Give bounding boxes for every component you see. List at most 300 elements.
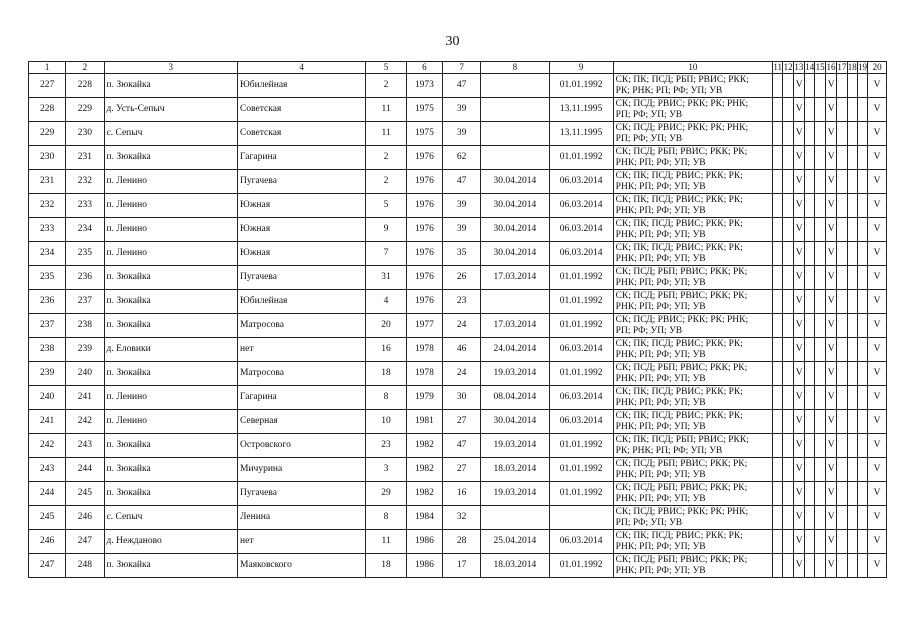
mark-cell-col-11	[773, 338, 783, 362]
mark-cell-col-17	[837, 170, 847, 194]
mark-cell-col-14	[805, 218, 815, 242]
codes-line-2: РНК; РП; РФ; УП; УВ	[615, 493, 706, 504]
table-row	[29, 458, 887, 482]
date-registration-cell: 06.03.2014	[549, 242, 613, 266]
object-number-cell: 242	[66, 410, 104, 434]
mark-cell-col-14	[805, 458, 815, 482]
date-inspection-cell	[481, 290, 549, 314]
date-registration-cell: 01.01.1992	[549, 266, 613, 290]
mark-cell-col-12	[783, 338, 793, 362]
object-number-cell: 235	[66, 242, 104, 266]
settlement-cell: п. Зюкайка	[104, 314, 238, 338]
mark-cell-col-14	[805, 506, 815, 530]
codes-line-1: СК; ПСД; РБП; РВИС; РКК; РК;	[615, 146, 748, 157]
codes-line-2: РНК; РП; РФ; УП; УВ	[615, 181, 706, 192]
codes-line-1: СК; ПСД; РБП; РВИС; РКК; РК;	[615, 266, 748, 277]
wear-percent-cell: 26	[442, 266, 480, 290]
mark-cell-col-13: V	[793, 458, 804, 482]
mark-cell-col-17	[837, 218, 847, 242]
date-registration-cell: 01.01.1992	[549, 482, 613, 506]
mark-cell-col-16: V	[825, 554, 836, 578]
table-row	[29, 482, 887, 506]
table-row	[29, 122, 887, 146]
mark-cell-col-11	[773, 74, 783, 98]
year-built-cell: 1978	[406, 362, 442, 386]
mark-cell-col-16: V	[825, 218, 836, 242]
date-inspection-cell: 19.03.2014	[481, 362, 549, 386]
mark-cell-col-17	[837, 338, 847, 362]
mark-cell-col-17	[837, 554, 847, 578]
year-built-cell: 1977	[406, 314, 442, 338]
settlement-cell: п. Зюкайка	[104, 362, 238, 386]
house-number-cell: 2	[366, 146, 406, 170]
codes-line-1: СК; ПК; ПСД; РВИС; РКК; РК;	[615, 218, 743, 229]
codes-line-2: РП; РФ; УП; УВ	[615, 325, 683, 336]
table-body	[29, 74, 887, 578]
date-registration-cell: 06.03.2014	[549, 194, 613, 218]
mark-cell-col-13: V	[793, 506, 804, 530]
table-row	[29, 194, 887, 218]
date-registration-cell: 01.01.1992	[549, 554, 613, 578]
mark-cell-col-12	[783, 98, 793, 122]
mark-cell-col-17	[837, 386, 847, 410]
mark-cell-col-13: V	[793, 482, 804, 506]
date-inspection-cell	[481, 146, 549, 170]
codes-line-1: СК; ПК; ПСД; РВИС; РКК; РК;	[615, 194, 743, 205]
mark-cell-col-16: V	[825, 74, 836, 98]
mark-cell-col-20: V	[868, 194, 887, 218]
row-number-cell: 229	[29, 122, 66, 146]
year-built-cell: 1978	[406, 338, 442, 362]
mark-cell-col-20: V	[868, 386, 887, 410]
codes-cell	[613, 122, 772, 146]
mark-cell-col-17	[837, 482, 847, 506]
codes-line-1: СК; ПСД; РБП; РВИС; РКК; РК;	[615, 458, 748, 469]
mark-cell-col-20: V	[868, 410, 887, 434]
row-number-cell: 245	[29, 506, 66, 530]
mark-cell-col-14	[805, 338, 815, 362]
object-number-cell: 243	[66, 434, 104, 458]
year-built-cell: 1976	[406, 146, 442, 170]
mark-cell-col-12	[783, 458, 793, 482]
object-number-cell: 246	[66, 506, 104, 530]
mark-cell-col-12	[783, 362, 793, 386]
house-number-cell: 8	[366, 506, 406, 530]
house-number-cell: 29	[366, 482, 406, 506]
mark-cell-col-12	[783, 170, 793, 194]
mark-cell-col-17	[837, 434, 847, 458]
mark-cell-col-15	[815, 482, 825, 506]
date-registration-cell: 01.01.1992	[549, 146, 613, 170]
mark-cell-col-20: V	[868, 98, 887, 122]
row-number-cell: 231	[29, 170, 66, 194]
mark-cell-col-18	[847, 122, 857, 146]
mark-cell-col-14	[805, 482, 815, 506]
codes-line-2: РНК; РП; РФ; УП; УВ	[615, 421, 706, 432]
mark-cell-col-18	[847, 386, 857, 410]
table-row	[29, 242, 887, 266]
mark-cell-col-15	[815, 434, 825, 458]
date-registration-cell: 06.03.2014	[549, 530, 613, 554]
mark-cell-col-17	[837, 146, 847, 170]
year-built-cell: 1986	[406, 530, 442, 554]
mark-cell-col-15	[815, 218, 825, 242]
row-number-cell: 236	[29, 290, 66, 314]
street-cell: Островского	[238, 434, 366, 458]
object-number-cell: 237	[66, 290, 104, 314]
codes-line-2: РНК; РП; РФ; УП; УВ	[615, 229, 706, 240]
settlement-cell: п. Зюкайка	[104, 266, 238, 290]
date-inspection-cell: 30.04.2014	[481, 170, 549, 194]
mark-cell-col-20: V	[868, 530, 887, 554]
date-inspection-cell: 30.04.2014	[481, 194, 549, 218]
mark-cell-col-18	[847, 434, 857, 458]
mark-cell-col-12	[783, 434, 793, 458]
wear-percent-cell: 46	[442, 338, 480, 362]
mark-cell-col-15	[815, 98, 825, 122]
mark-cell-col-13: V	[793, 290, 804, 314]
row-number-cell: 233	[29, 218, 66, 242]
settlement-cell: п. Зюкайка	[104, 146, 238, 170]
mark-cell-col-15	[815, 170, 825, 194]
object-number-cell: 233	[66, 194, 104, 218]
mark-cell-col-13: V	[793, 386, 804, 410]
wear-percent-cell: 23	[442, 290, 480, 314]
house-number-cell: 9	[366, 218, 406, 242]
mark-cell-col-19	[857, 170, 867, 194]
object-number-cell: 230	[66, 122, 104, 146]
row-number-cell: 232	[29, 194, 66, 218]
year-built-cell: 1976	[406, 266, 442, 290]
column-header-13: 13	[794, 62, 804, 72]
codes-line-1: СК; ПСД; РВИС; РКК; РК; РНК;	[615, 122, 749, 133]
wear-percent-cell: 28	[442, 530, 480, 554]
mark-cell-col-16: V	[825, 530, 836, 554]
mark-cell-col-20: V	[868, 434, 887, 458]
row-number-cell: 239	[29, 362, 66, 386]
row-number-cell: 238	[29, 338, 66, 362]
mark-cell-col-20: V	[868, 314, 887, 338]
mark-cell-col-11	[773, 386, 783, 410]
codes-line-2: РНК; РП; РФ; УП; УВ	[615, 565, 706, 576]
mark-cell-col-15	[815, 266, 825, 290]
street-cell: Ленина	[238, 506, 366, 530]
codes-line-2: РНК; РП; РФ; УП; УВ	[615, 277, 706, 288]
column-header-16: 16	[826, 62, 836, 72]
mark-cell-col-13: V	[793, 98, 804, 122]
codes-line-1: СК; ПСД; РВИС; РКК; РК; РНК;	[615, 314, 749, 325]
row-number-cell: 227	[29, 74, 66, 98]
year-built-cell: 1976	[406, 290, 442, 314]
mark-cell-col-11	[773, 458, 783, 482]
table-row	[29, 434, 887, 458]
date-registration-cell	[549, 506, 613, 530]
mark-cell-col-17	[837, 74, 847, 98]
mark-cell-col-17	[837, 506, 847, 530]
object-number-cell: 228	[66, 74, 104, 98]
mark-cell-col-17	[837, 266, 847, 290]
mark-cell-col-14	[805, 434, 815, 458]
mark-cell-col-18	[847, 266, 857, 290]
mark-cell-col-19	[857, 434, 867, 458]
mark-cell-col-13: V	[793, 530, 804, 554]
mark-cell-col-14	[805, 266, 815, 290]
wear-percent-cell: 17	[442, 554, 480, 578]
mark-cell-col-20: V	[868, 242, 887, 266]
mark-cell-col-13: V	[793, 266, 804, 290]
mark-cell-col-17	[837, 410, 847, 434]
codes-line-1: СК; ПСД; РБП; РВИС; РКК; РК;	[615, 362, 748, 373]
mark-cell-col-11	[773, 170, 783, 194]
date-inspection-cell: 17.03.2014	[481, 314, 549, 338]
mark-cell-col-19	[857, 554, 867, 578]
date-inspection-cell	[481, 98, 549, 122]
table-row	[29, 98, 887, 122]
mark-cell-col-13: V	[793, 146, 804, 170]
year-built-cell: 1975	[406, 122, 442, 146]
house-number-cell: 20	[366, 314, 406, 338]
codes-cell	[613, 170, 772, 194]
codes-cell	[613, 410, 772, 434]
table-row	[29, 362, 887, 386]
codes-line-1: СК; ПК; ПСД; РВИС; РКК; РК;	[615, 338, 743, 349]
mark-cell-col-15	[815, 146, 825, 170]
mark-cell-col-20: V	[868, 170, 887, 194]
mark-cell-col-13: V	[793, 554, 804, 578]
mark-cell-col-18	[847, 314, 857, 338]
mark-cell-col-11	[773, 242, 783, 266]
house-number-cell: 18	[366, 554, 406, 578]
codes-line-2: РП; РФ; УП; УВ	[615, 109, 683, 120]
codes-line-1: СК; ПСД; РВИС; РКК; РК; РНК;	[615, 506, 749, 517]
mark-cell-col-11	[773, 194, 783, 218]
street-cell: Юбилейная	[238, 74, 366, 98]
codes-line-1: СК; ПСД; РВИС; РКК; РК; РНК;	[615, 98, 749, 109]
mark-cell-col-12	[783, 530, 793, 554]
mark-cell-col-13: V	[793, 242, 804, 266]
codes-cell	[613, 290, 772, 314]
year-built-cell: 1982	[406, 434, 442, 458]
year-built-cell: 1973	[406, 74, 442, 98]
codes-line-2: РП; РФ; УП; УВ	[615, 517, 683, 528]
codes-cell	[613, 146, 772, 170]
mark-cell-col-14	[805, 242, 815, 266]
mark-cell-col-16: V	[825, 482, 836, 506]
table-row	[29, 410, 887, 434]
mark-cell-col-14	[805, 170, 815, 194]
column-header-7: 7	[442, 62, 480, 74]
codes-cell	[613, 74, 772, 98]
codes-cell	[613, 266, 772, 290]
object-number-cell: 232	[66, 170, 104, 194]
mark-cell-col-12	[783, 290, 793, 314]
mark-cell-col-14	[805, 122, 815, 146]
object-number-cell: 236	[66, 266, 104, 290]
street-cell: Гагарина	[238, 386, 366, 410]
mark-cell-col-14	[805, 194, 815, 218]
mark-cell-col-16: V	[825, 146, 836, 170]
date-registration-cell: 06.03.2014	[549, 386, 613, 410]
codes-cell	[613, 530, 772, 554]
mark-cell-col-18	[847, 458, 857, 482]
mark-cell-col-11	[773, 98, 783, 122]
settlement-cell: п. Ленино	[104, 410, 238, 434]
mark-cell-col-18	[847, 98, 857, 122]
object-number-cell: 241	[66, 386, 104, 410]
mark-cell-col-14	[805, 98, 815, 122]
mark-cell-col-13: V	[793, 74, 804, 98]
mark-cell-col-15	[815, 194, 825, 218]
date-registration-cell: 01.01.1992	[549, 290, 613, 314]
mark-cell-col-16: V	[825, 362, 836, 386]
mark-cell-col-18	[847, 146, 857, 170]
date-inspection-cell: 25.04.2014	[481, 530, 549, 554]
mark-cell-col-19	[857, 194, 867, 218]
mark-cell-col-15	[815, 458, 825, 482]
street-cell: Южная	[238, 194, 366, 218]
mark-cell-col-14	[805, 530, 815, 554]
date-registration-cell: 06.03.2014	[549, 218, 613, 242]
mark-cell-col-11	[773, 266, 783, 290]
house-number-cell: 4	[366, 290, 406, 314]
date-inspection-cell: 18.03.2014	[481, 458, 549, 482]
page-number: 30	[445, 34, 460, 49]
date-registration-cell: 13.11.1995	[549, 122, 613, 146]
codes-line-2: РНК; РП; РФ; УП; УВ	[615, 157, 706, 168]
mark-cell-col-12	[783, 146, 793, 170]
mark-cell-col-15	[815, 506, 825, 530]
street-cell: Гагарина	[238, 146, 366, 170]
codes-line-1: СК; ПК; ПСД; РВИС; РКК; РК;	[615, 386, 743, 397]
settlement-cell: п. Зюкайка	[104, 458, 238, 482]
date-inspection-cell	[481, 74, 549, 98]
mark-cell-col-17	[837, 122, 847, 146]
mark-cell-col-15	[815, 122, 825, 146]
codes-line-1: СК; ПК; ПСД; РВИС; РКК; РК;	[615, 410, 743, 421]
year-built-cell: 1976	[406, 170, 442, 194]
mark-cell-col-14	[805, 362, 815, 386]
house-number-cell: 3	[366, 458, 406, 482]
wear-percent-cell: 39	[442, 218, 480, 242]
house-number-cell: 31	[366, 266, 406, 290]
column-header-12: 12	[783, 62, 793, 72]
settlement-cell: с. Сепыч	[104, 506, 238, 530]
year-built-cell: 1982	[406, 458, 442, 482]
mark-cell-col-18	[847, 242, 857, 266]
mark-cell-col-16: V	[825, 506, 836, 530]
settlement-cell: п. Ленино	[104, 242, 238, 266]
settlement-cell: п. Ленино	[104, 218, 238, 242]
mark-cell-col-12	[783, 386, 793, 410]
object-number-cell: 239	[66, 338, 104, 362]
mark-cell-col-19	[857, 338, 867, 362]
codes-line-2: РНК; РП; РФ; УП; УВ	[615, 301, 706, 312]
object-number-cell: 240	[66, 362, 104, 386]
settlement-cell: д. Нежданово	[104, 530, 238, 554]
year-built-cell: 1984	[406, 506, 442, 530]
date-inspection-cell: 30.04.2014	[481, 242, 549, 266]
mark-cell-col-12	[783, 266, 793, 290]
mark-cell-col-20: V	[868, 554, 887, 578]
object-number-cell: 244	[66, 458, 104, 482]
wear-percent-cell: 39	[442, 98, 480, 122]
mark-cell-col-12	[783, 314, 793, 338]
date-inspection-cell: 30.04.2014	[481, 410, 549, 434]
mark-cell-col-11	[773, 506, 783, 530]
year-built-cell: 1976	[406, 218, 442, 242]
year-built-cell: 1975	[406, 98, 442, 122]
codes-cell	[613, 362, 772, 386]
mark-cell-col-16: V	[825, 290, 836, 314]
column-header-3: 3	[104, 62, 238, 74]
mark-cell-col-20: V	[868, 122, 887, 146]
street-cell: Матросова	[238, 314, 366, 338]
mark-cell-col-14	[805, 386, 815, 410]
date-inspection-cell: 08.04.2014	[481, 386, 549, 410]
mark-cell-col-17	[837, 98, 847, 122]
mark-cell-col-15	[815, 290, 825, 314]
mark-cell-col-16: V	[825, 410, 836, 434]
year-built-cell: 1981	[406, 410, 442, 434]
row-number-cell: 240	[29, 386, 66, 410]
column-header-8: 8	[481, 62, 549, 74]
street-cell: Юбилейная	[238, 290, 366, 314]
wear-percent-cell: 39	[442, 194, 480, 218]
object-number-cell: 238	[66, 314, 104, 338]
mark-cell-col-20: V	[868, 266, 887, 290]
wear-percent-cell: 24	[442, 362, 480, 386]
mark-cell-col-11	[773, 410, 783, 434]
mark-cell-col-19	[857, 98, 867, 122]
mark-cell-col-15	[815, 314, 825, 338]
register-table	[28, 61, 887, 578]
codes-cell	[613, 458, 772, 482]
date-inspection-cell: 19.03.2014	[481, 482, 549, 506]
column-header-11: 11	[773, 62, 783, 72]
date-registration-cell: 06.03.2014	[549, 410, 613, 434]
codes-line-1: СК; ПК; ПСД; РВИС; РКК; РК;	[615, 242, 743, 253]
date-registration-cell: 06.03.2014	[549, 170, 613, 194]
mark-cell-col-15	[815, 410, 825, 434]
codes-line-2: РНК; РП; РФ; УП; УВ	[615, 397, 706, 408]
street-cell: Советская	[238, 122, 366, 146]
mark-cell-col-18	[847, 290, 857, 314]
codes-line-2: РНК; РП; РФ; УП; УВ	[615, 469, 706, 480]
mark-cell-col-11	[773, 314, 783, 338]
column-header-1: 1	[29, 62, 66, 74]
codes-line-2: РНК; РП; РФ; УП; УВ	[615, 349, 706, 360]
column-header-20: 20	[868, 62, 887, 74]
mark-cell-col-20: V	[868, 146, 887, 170]
codes-cell	[613, 434, 772, 458]
settlement-cell: п. Зюкайка	[104, 74, 238, 98]
mark-cell-col-16: V	[825, 194, 836, 218]
mark-cell-col-11	[773, 146, 783, 170]
mark-cell-col-12	[783, 122, 793, 146]
column-header-14: 14	[805, 62, 815, 72]
table-row	[29, 554, 887, 578]
column-header-18: 18	[847, 62, 857, 72]
mark-cell-col-18	[847, 362, 857, 386]
codes-cell	[613, 386, 772, 410]
mark-cell-col-18	[847, 74, 857, 98]
codes-cell	[613, 482, 772, 506]
codes-line-2: РК; РНК; РП; РФ; УП; УВ	[615, 85, 723, 96]
mark-cell-col-17	[837, 458, 847, 482]
mark-cell-col-15	[815, 74, 825, 98]
codes-cell	[613, 338, 772, 362]
mark-cell-col-18	[847, 218, 857, 242]
